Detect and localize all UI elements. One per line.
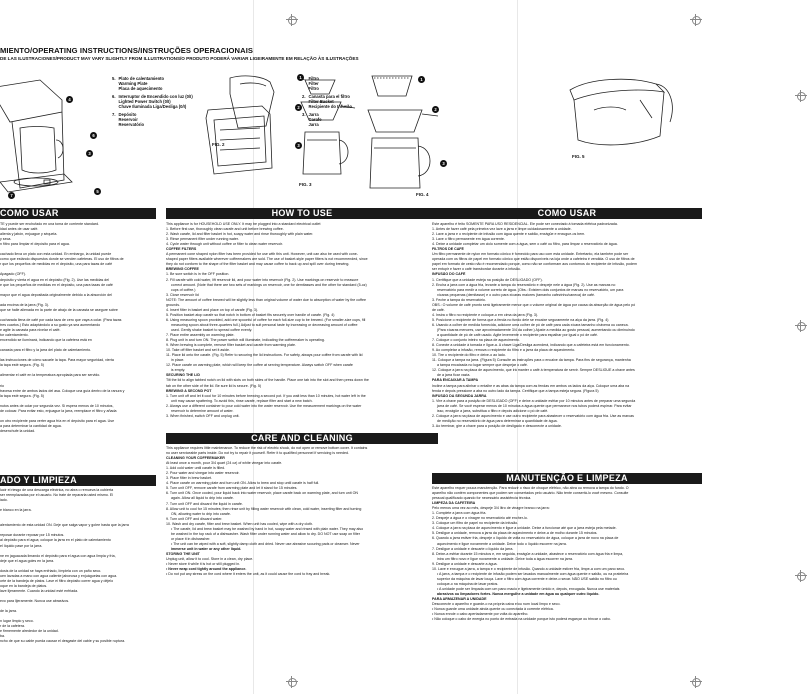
text-line: la tapa esté segura. (Fig. 5) — [0, 363, 44, 368]
text-line: 2. Lave a jarra e o recipiente de infusão com água quente e sabão, enxágüe e enxugue-os bem. — [432, 232, 586, 237]
text-line: abrasivos ou limpadores fortes. Nunca mergulhe a unidade em água ou qualquer outro líquido. — [437, 591, 600, 596]
text-line: used. Gently shake basket to spread coffee evenly. — [171, 327, 253, 332]
text-line: 8. Plug unit in and turn ON. The power switch will illuminate, indicating the coffeemaker is operating. — [166, 338, 325, 343]
callout-item-filter-basket — [302, 94, 352, 109]
text-line: TE y puede ser enchufado en una toma de corriente standard. — [0, 222, 100, 226]
text-line — [0, 353, 158, 357]
text-line: alentamiento de esta unidad ON. Deje que salga vapor y golee hasta que la jarra — [0, 523, 129, 528]
page-title: MIENTO/OPERATING INSTRUCTIONS/INSTRUÇÕES OPERACIONAIS — [0, 46, 254, 55]
text-line: • A unidade pode ser limpada com um pano macio e ligeiramente úmido e, depois, enxugada. Nunca use materiais — [437, 586, 620, 591]
text-line: orte de la bandeja de platos. Lave el filtro depósito correr agua y déjelo — [0, 578, 114, 583]
text-line: 4. Deixe a unidade completar um ciclo somente com a água, sem o café ou filtro, para limpar o reservatório de água. — [432, 242, 618, 247]
text-line: Este aparelho requer pouca manutenção. Para reduzir o risco de choque elétrico, não abra ou remova a tampa do fundo. O — [432, 486, 629, 490]
text-line: ada encima de la jarra (Fig. 3). — [0, 302, 49, 307]
callout-line: Canasta para el filtro — [308, 94, 350, 99]
text-line: 6. Turn unit ON. Once cooled, pour liquid back into water reservoir, place carafe back on warming plate, and turn unit ON — [166, 491, 358, 496]
text-line: • Do not put any stress on the cord where it enters the unit, as it could cause the cord to fray and break. — [166, 572, 331, 577]
text-line: mayor que el agua depositada originalmente debido a la absorción del — [0, 292, 112, 297]
text-line — [0, 549, 158, 553]
text-line: tres cuartos.) Ésto adaptándolo a su gusto ya sea aumentando — [0, 322, 101, 327]
page-subtitle: DE LAS ILUSTRACIONES/PRODUCT MAY VARY SLIGHTLY FROM ILLUSTRATIONS/O PRODUTO PODERÁ VARIAR LIGEIRAMENTE EM RELAÇÃO ÀS ILUSTRAÇÕES — [0, 56, 359, 61]
text-line: be washed in the top rack of a dishwasher. Wash filter under running water and allow to dry. DO NOT use soap on filter — [171, 531, 360, 536]
text-line: e blanco en la jarra. — [0, 508, 32, 513]
text-line: iado. — [0, 498, 8, 503]
text-line: 5. Desligue a unidade, remova a jarra da placa de aquecimento e deixe-a de molho durante 15 minutos. — [432, 531, 598, 536]
text-line — [0, 614, 158, 618]
text-line — [0, 343, 158, 347]
text-line: or place it in dishwasher. — [171, 536, 211, 541]
figure-5-securing-lid — [560, 70, 680, 200]
text-line: a tampa encaixada no lugar sempre que despejar o café. — [437, 363, 528, 368]
callout-line: Filtro — [308, 86, 319, 91]
subsection-heading: BREWING A SECOND POT — [166, 388, 212, 393]
text-line: 6. Using measuring spoon provided, add one spoonful of coffee for each full-size cup to be brewed. (For smaller-size cups, fill — [166, 317, 366, 322]
text-line: aparelho não contém componentes que podem ser consertados pelo usuário. Não tente consertá-lo você mesmo. Consulte — [432, 491, 629, 496]
text-line: evo para lijeramente. Nunca use abrasivos. — [0, 599, 70, 604]
fig-4-label: FIG. 4 — [416, 192, 429, 197]
text-line: dosis de la unidad se haya enfriado, límpiela con un paño seco. — [0, 568, 102, 573]
text-line: 9. Ao completar a infusão, remova o recipiente do filtro e a jarra da placa de aquecimento. — [432, 348, 576, 353]
text-line: 2. Pour water and vinegar into water reservoir. — [166, 471, 240, 476]
text-line: Tilt the lid to align tabbed notch on lid with slots on both sides of the handle. Place one tab into the slot and then press down the — [166, 378, 369, 383]
subsection-heading: FILTROS DE CAFÉ — [432, 247, 464, 252]
fig-2-label: FIG. 2 — [212, 142, 225, 147]
text-line — [0, 414, 158, 418]
text-line: 2. Wash carafe, lid and filter basket in hot, soapy water and rinse thoroughly with plain water. — [166, 232, 314, 237]
callout-line: Reservatório — [118, 122, 145, 127]
callout-number-3c: 3 — [440, 160, 447, 167]
text-line: aquecimento e ligue novamente a unidade. Deixe todo o líquido escorrer na jarra. — [437, 541, 567, 546]
text-line: 7. Turn unit OFF and discard the liquid in carafe. — [166, 501, 243, 506]
text-line: 4. Insert filter in basket and place on top of carafe (Fig. 3). — [166, 307, 259, 312]
text-line: 2. Fill carafe with cold water, lift reservoir lid, and pour water into reservoir (Fig. 2). Use markings on reservoir to measure — [166, 277, 359, 282]
text-line: • A jarra, a tampa e o recipiente de infusão podem ser lavados manualmente com água quente e sabão, ou na prateleira — [437, 571, 629, 576]
text-line: ON, allowing water to drip into carafe. — [171, 511, 231, 516]
text-line: 1. Turn unit off and let it cool for 10 minutes before brewing a second pot. If you wait less than 10 minutes, hot water left in the — [166, 393, 366, 398]
text-line: uen lavadas a mano con agua caliente jabonosa y enjuáguelas con agua. — [0, 573, 118, 578]
callout-group-b — [302, 76, 352, 127]
callout-line: Lighted Power Switch (0/I) — [118, 99, 171, 104]
text-line — [0, 288, 158, 292]
subsection-heading: LIMPEZA DA CAFETEIRA — [432, 501, 476, 506]
text-line — [0, 399, 158, 403]
text-line: 3. Rinse permanent filter under running water. — [166, 237, 239, 242]
crop-mark-bottom-right — [690, 676, 702, 688]
text-line: • Não coloque o cabo de energia no ponto de entrada na unidade porque isto poderá esgarçar ou trincar o cabo. — [432, 617, 611, 622]
text-line — [0, 267, 158, 271]
text-line: que se halle alienada en la parte de abajo de la canasta se asegure sobre — [0, 307, 118, 312]
text-line: in place. — [171, 358, 185, 363]
text-line: r que los pequeños de medidas en el depósito, una para tazas de café — [0, 262, 113, 267]
text-line — [0, 518, 158, 522]
text-line: 10. Wash and dry carafe, filter and brew basket. When unit has cooled, wipe with a dry cloth. — [166, 521, 314, 526]
spanish-care-cleaning-text — [0, 488, 158, 694]
callout-line: Filter Basket — [308, 99, 334, 104]
text-line: 9. When brewing is complete, remove filter basket and carafe from warming plate. — [166, 343, 297, 348]
text-line: reservatório para medir a volume correto de água. (Obs.: Existem dois conjuntos de marcas no reservatório, um para — [437, 287, 624, 292]
text-line: 1. Complete a jarra com água fria. — [432, 511, 487, 516]
text-line — [0, 594, 158, 598]
text-line: Este aparelho é feito SOMENTE PARA USO RESIDENCIAL. Ele pode ser conectado à tomada elétrica padronizada. — [432, 222, 618, 226]
text-line: 4. Insira o filtro no recipiente e coloque-o em cima da jarra (Fig. 3). — [432, 312, 539, 317]
text-line: rio — [0, 383, 4, 388]
text-line: 10. Lave e enxugue a jarra, a tampa e o recipiente de infusão. Quando a unidade estiver fria, limpe-a com um pano seco. — [432, 566, 626, 571]
text-line: inira um filtro novo e ligue novamente a unidade. Deixe toda a água escorrer na jarra. — [437, 556, 574, 561]
callout-index: 2. — [302, 94, 306, 99]
text-line: travesa entre de ambos lados del asa. Coloque una guía dentro de la ranura y — [0, 388, 125, 393]
text-line: y seca. — [0, 237, 12, 242]
text-line: 10. Take off filter basket and set it aside. — [166, 348, 230, 353]
text-line: no user serviceable parts inside. Do not try to repair it yourself. Refer it to qualified personnel if servicing is needed. — [166, 451, 349, 456]
callout-number-5: 5 — [94, 188, 101, 195]
text-line: operada com os filtros de papel em formato cônico que estão disponíveis na loja onde a cafeteira é vendida. O uso de filtros de — [432, 257, 635, 262]
text-line: Apagado (OFF). — [0, 272, 26, 277]
callout-index: 3. — [302, 112, 306, 117]
text-line: 2. Encha a jarra com a água fria, levante a tampa do reservatório e despeje nele a água (Fig. 2). Use as marcas no — [432, 282, 616, 287]
callout-line: Warming Plate — [118, 81, 148, 86]
text-line: e firmemente alrededor de la unidad. — [0, 629, 59, 634]
text-line: 1. Antes de fazer café pela primeira vez lave a jarra e limpe cuidadosamente a unidade. — [432, 227, 572, 232]
text-line: como que estándo dispuestos donde se venden cafeteras. El uso de filtros de — [0, 257, 124, 262]
text-line — [0, 528, 158, 532]
text-line: 2. Always use a different container to pour cold water into the water reservoir. Use the measurement markings on the water — [166, 403, 362, 408]
text-line: 9. Turn unit OFF and discard water. — [166, 516, 223, 521]
text-line: Pelo menos uma vez ao mês, despeje 3/4 litro de vinagre branco na jarra: — [432, 506, 550, 511]
crop-mark-right — [795, 320, 807, 332]
text-line: de medição no reservatório de água para determinar a quantidade de água. — [437, 418, 558, 423]
text-line — [0, 298, 158, 302]
callout-text — [309, 76, 319, 91]
callout-item-reservoir — [112, 112, 193, 127]
subsection-heading: INFUSÃO DA SEGUNDA JARRA — [432, 393, 487, 398]
section-header-how-to-use: HOW TO USE — [166, 208, 438, 219]
callout-text — [309, 112, 322, 127]
text-line: 3. Coloque um filtro de papel no recipiente da infusão. — [432, 521, 519, 526]
subsection-heading: INFUSÃO DO CAFÉ — [432, 272, 466, 277]
callout-line: Jarra — [308, 122, 319, 127]
text-line: (Para xícaras menores, use aproximadamente 3/4 da colher.) Ajuste a medida ao gosto pessoal, aumentando ou diminuindo — [437, 327, 635, 332]
text-line: 5. Posicione o recipiente de forma que a fenda no fundo dele se encaixe seguramente na alça da jarra. (Fig. 4) — [432, 317, 609, 322]
callout-text — [119, 112, 145, 127]
text-line: NOTE: The amount of coffee brewed will be slightly less than original volume of water due to absorption of water by the coffee — [166, 297, 366, 302]
text-line: cucharada llena de café por cada taza de cero que vaya a colar. (Para tazas — [0, 317, 122, 322]
text-line: shaped paper filters available wherever coffeemakers are sold. The use of basket-style paper filters is not recommended, since — [166, 257, 368, 262]
text-line: lucir el riesgo de una descarga eléctrica, no abra o remueva la cubierta — [0, 488, 114, 492]
text-line: de a jarra ficar vazia. — [437, 373, 471, 378]
callout-line: Chave Iluminada Liga/Desliga (0/I) — [118, 104, 187, 109]
text-line: on otro recipiente para verter agua fría en el depósito para el agua. Use — [0, 418, 115, 423]
callout-text — [309, 94, 353, 109]
text-line: de café. — [432, 307, 445, 312]
text-line: correct amount. (Note that there are two sets of markings on reservoir, one for demitasses and the other for standard (5-oz) — [171, 282, 367, 287]
text-line: 5. Turn unit OFF, remove carafe from warming plate and let it stand for 15 minutes. — [166, 486, 298, 491]
text-line: coloque-o na máquina de lavar pratos. — [437, 581, 499, 586]
text-line: e que los pequeños de medidas en el depósito, una para tazas de café — [0, 282, 113, 287]
text-line: 1. Before first use, thoroughly clean carafe and unit before brewing coffee. — [166, 227, 284, 232]
text-line — [0, 564, 158, 568]
text-line: Incline a tampa para alinhar o entalhe e as abas da tampa com as fendas em ambos os lados da alça. Coloque uma aba na — [432, 383, 630, 388]
text-line: • Never wrap cord tightly around the appliance. — [166, 567, 247, 572]
text-line: 1. Vire a chave para a posição de DESLIGADO (OFF) e deixe a unidade esfriar por 10 minutos antes de preparar uma segunda — [432, 398, 636, 403]
text-line: n lugar limpio y seco. — [0, 619, 34, 624]
text-line — [0, 604, 158, 608]
callout-line: Jarra — [308, 112, 319, 117]
text-line: oque en la bandeja de platos. — [0, 583, 48, 588]
crop-mark-bottom — [286, 676, 298, 688]
callout-number-1: 1 — [297, 74, 304, 81]
callout-line: Depósito — [118, 112, 137, 117]
text-line: 3. Close reservoir lid — [166, 292, 199, 297]
crop-mark-right-lower — [795, 570, 807, 582]
text-line: nutos antes de colar por segunda vez. Si espera menos de 10 minutos, — [0, 403, 114, 408]
text-line: This appliance requires little maintenance. To reduce the risk of electric shock, do not open or remove bottom cover. It contains — [166, 446, 368, 450]
text-line: pessoal qualificado quando for necessário assistência técnica. — [432, 496, 532, 501]
text-line: de la jarra. — [0, 609, 17, 614]
text-line: depósito y vierta el agua en el depósito (Fig. 2). Use las medidas del — [0, 277, 110, 282]
text-line: OBS.: O volume de café pronto será ligeiramente menor que o volume original de água por causa da absorção de água pelo pó — [432, 302, 636, 307]
text-line: alienta y jabón, enjuague y séquela. — [0, 232, 58, 237]
text-line: cachado lleva un plato con esta unidad. En embargo, la unidad puede — [0, 252, 112, 257]
text-line: xícaras pequenas (demitasse) e o outro para xícaras maiores (tamanho cafezinho/caneca) de café. — [437, 292, 596, 297]
text-line: • Nunca enrole o cabo apertadamente por volta do aparelho. — [432, 612, 529, 617]
callout-number-6: 6 — [90, 132, 97, 139]
crop-mark-top-right — [690, 14, 702, 26]
reservoir-fill-illustration — [200, 70, 288, 180]
text-line: al depósito para el agua; coloque la jarra en el plato de calentamiento — [0, 538, 111, 543]
text-line: 3. Ao terminar, gire a chave para a posição de desligado e desconecte a unidade. — [432, 423, 562, 428]
text-line: 2. Coloque a jarra na placa de aquecimento e use outro recipiente para abastecer o reservatório com água fria. Use as marcas — [432, 413, 634, 418]
portuguese-care-cleaning-text — [432, 486, 694, 676]
text-line: 2. Despeje a água e o vinagre no reservatório até encher-lo. — [432, 516, 528, 521]
text-line: reservoir to determine amount of water. — [171, 408, 234, 413]
text-line: 3. Lave o filtro permanente em água corrente. — [432, 237, 505, 242]
text-line: This appliance is for HOUSEHOLD USE ONLY. It may be plugged into a standard electrical outlet — [166, 222, 321, 226]
text-line: • The carafe, lid and brew basket may be washed by hand in hot, soapy water and rinsed with plain water. They may also — [171, 526, 364, 531]
text-line: el líquido pase por la jarra. — [0, 543, 43, 548]
text-line: a quantidade de pó de café usado. Agite levemente o recipiente para espalhar por igual o pó de café. — [437, 333, 599, 338]
section-header-como-usar-pt: COMO USAR — [432, 208, 702, 219]
callout-group-a — [112, 76, 193, 127]
text-line: 12. Coloque a jarra na placa de aquecimento, que irá manter o café à temperatura de servir. Sempre DESLIGUE a chave antes — [432, 368, 635, 373]
text-line: encendido se iluminará, indicando que la cafetera está en — [0, 338, 92, 343]
callout-number-1c: 1 — [418, 76, 425, 83]
subsection-heading: CLEANING YOUR COFFEEMAKER — [166, 456, 225, 461]
callout-text — [119, 94, 193, 109]
text-line: 7. Desligue a unidade e descarte o líquido da jarra. — [432, 546, 514, 551]
text-line: 4. Cycle water through unit without coffee or filter to clean water reservoir. — [166, 242, 283, 247]
text-line: 3. Feche a tampa do reservatório. — [432, 297, 486, 302]
callout-text — [119, 76, 165, 91]
text-line — [0, 313, 158, 317]
portuguese-how-to-use-text — [432, 222, 694, 470]
text-line: fenda e depois pressione a aba no outro lado da tampa. Certifique que a tampa esteja segura. (Figura 5) — [432, 388, 599, 393]
text-line: deje que el agua goles en la jarra. — [0, 558, 55, 563]
text-line: idad antes de usar café. — [0, 227, 39, 232]
text-line: 3. When finished, switch OFF and unplug unit. — [166, 413, 240, 418]
text-line: 4. Place carafe on warming plate and turn unit ON. Allow to brew and stop until carafe is half full. — [166, 481, 320, 486]
text-line: ser reemplazadas por el usuario. No trate de repararla usted mismo. El — [0, 493, 114, 498]
subsection-heading: BREWING COFFEE — [166, 267, 199, 272]
text-line — [0, 513, 158, 517]
text-line: ne en jaguacada limando el depósito para el agua con agua limpia y fría, — [0, 553, 116, 558]
callout-line: Filtro — [308, 76, 319, 81]
callout-number-3: 3 — [86, 150, 93, 157]
text-line: a para determinar la cantidad de agua. — [0, 423, 62, 428]
text-line — [0, 368, 158, 372]
figure-4-basket-on-carafe — [360, 70, 450, 200]
callout-item-carafe — [302, 112, 352, 127]
text-line: isso, enxágüe a jarra, substitua o filtro e depois adicione o pó de café. — [437, 408, 549, 413]
text-line: cups of coffee.) — [171, 287, 196, 292]
text-line: n filtro para limpiar el depósito para el agua. — [0, 242, 70, 247]
fig-5-label: FIG. 5 — [572, 154, 585, 159]
text-line: • Never store it while it is hot or still plugged in. — [166, 562, 241, 567]
text-line: 8. Deixe-a esfriar durante 15 minutos e, em seguida, enxágüe a unidade, abastece o reservatório com água fria e limpa, — [432, 551, 624, 556]
text-line: 1. Be sure switch is in the OFF position. — [166, 272, 230, 277]
callout-item-power-switch — [112, 94, 193, 109]
text-line: reposar durante reposar por 15 minutos. — [0, 533, 65, 538]
text-line: 9. Desligue a unidade e descarte a água. — [432, 561, 498, 566]
text-line: 7. Coloque o conjunto inteiro na placa de aquecimento. — [432, 338, 520, 343]
text-line: Um filtro permanente de nylon em formato cônico é fornecido para uso com esta unidade. Entretanto, ela também pode ser — [432, 252, 629, 257]
text-line: immerse unit in water or any other liquid. — [171, 546, 242, 551]
basket-carafe-illustration — [360, 70, 450, 200]
callout-line: Carafe — [308, 117, 322, 122]
crop-mark-top — [286, 14, 298, 26]
text-line: 12. Place carafe on warming plate, which will keep the coffee at serving temperature. Always switch OFF when carafe — [166, 363, 353, 368]
text-line: 11. Coloque a tampa na jarra. (Figura 5) Consulte as instruções para o encaixe da tampa. Para fins de segurança, mantenha — [432, 358, 631, 363]
subsection-heading: STORING THE UNIT — [166, 551, 200, 556]
text-line: ba. — [0, 634, 5, 639]
text-line: 1. Certifique que a unidade esteja na posição de DESLIGADO (OFF). — [432, 277, 543, 282]
section-header-manutencao-e-limpeza: MANUTENÇÃO E LIMPEZA — [432, 473, 702, 484]
text-line: 6. Usando a colher de medida fornecida, adicione uma colher de pó de café para cada xícara tamanho chávena ou caneca. — [432, 322, 629, 327]
text-line: la tapa esté segura. (Fig. 5) — [0, 393, 44, 398]
text-line: papel em formato de cesto não é recomendado porque, como não se conformam aos contornos do recipiente de infusão, podem — [432, 262, 637, 267]
text-line: 3. Place filter in brew basket. — [166, 476, 212, 481]
text-line: unit may cause spattering. To avoid this, rinse carafe, replace filter and start a new batch. — [171, 398, 313, 403]
text-line: tab on the other side of the lid. Be sure lid is secure. (Fig. 5) — [166, 383, 262, 388]
text-line: • Nunca guarde uma unidade ainda quente ou conectada à corrente elétrica. — [432, 607, 554, 612]
text-line — [0, 378, 158, 382]
text-line: Unplug unit, allow it to cool. Store in a clean, dry place. — [166, 557, 254, 562]
english-care-cleaning-text — [166, 446, 428, 596]
callout-line: Interruptor de Encendido con luz (0/I) — [118, 94, 193, 99]
spanish-how-to-use-text — [0, 222, 158, 472]
text-line: grounds. — [166, 302, 180, 307]
subsection-heading: PARA ARMAZENAR A UNIDADE — [432, 597, 487, 602]
section-header-como-usar-es: COMO USAR — [0, 208, 156, 219]
callout-index: 1. — [302, 76, 306, 81]
callout-number-7: 7 — [8, 192, 15, 199]
fig-3-label: FIG. 3 — [299, 182, 312, 187]
text-line: ser entupir e fazer o café transbordar durante a infusão. — [432, 267, 521, 272]
text-line: tor calentamiento. — [0, 333, 29, 338]
text-line: again. Allow all liquid to drip into carafe. — [171, 496, 234, 501]
callout-line: Plato de calentamiento — [118, 76, 165, 81]
subsection-heading: COFFEE FILTERS — [166, 247, 197, 252]
text-line: superior da máquina de lavar louça. Lave o filtro com água corrente e deixe-o secar. NÃO USE sabão no filtro ou — [437, 576, 617, 581]
text-line — [0, 503, 158, 507]
text-line: ncho de que su cable pueda causar el desgaste del cable y su posible ruptura. — [0, 639, 126, 644]
callout-line: Filter — [308, 81, 319, 86]
text-line: 8. Allow unit to cool for 15 minutes; then rinse unit by filling water reservoir with clean, cold water, inserting filter and turning — [166, 506, 362, 511]
callout-item-warming-plate — [112, 76, 193, 91]
text-line: jarra de café. Se você esperar menos de 10 minutos a água quente que permanece nos tubos poderá espirrar. Para evitar — [437, 403, 632, 408]
text-line: At least once a month, pour 3/4 quart (24 oz) of white vinegar into carafe. — [166, 461, 283, 466]
text-line: alimentar el café en la temperatura apropiada para ser servido. — [0, 373, 101, 378]
figure-1-coffeemaker — [0, 70, 110, 200]
callout-index: 5. — [112, 76, 116, 81]
text-line: canasta para el filtro y la jarra del plato de calentamiento. — [0, 348, 92, 353]
text-line: 1. Add cold water until carafe is filled. — [166, 466, 226, 471]
callout-index: 6. — [112, 94, 116, 99]
callout-number-4: 4 — [66, 96, 73, 103]
text-line — [0, 247, 158, 251]
subsection-heading: SECURING THE LID — [166, 373, 200, 378]
text-line: desenchufe la unidad. — [0, 428, 36, 433]
text-line: lave lijeramente. Cuando la unidad esté enfriada. — [0, 588, 79, 593]
text-line: 6. Quando a jarra estiver fria, despeje o líquido de volta no reservatório de água, coloque a jarra de novo na placa de — [432, 536, 619, 541]
text-line: de colocar. Para evitar esto, enjuague la jarra, reemplace el filtro y añada — [0, 408, 117, 413]
text-line: 5. Position basket atop carafe so that notch in bottom of basket fits securely over handle of carafe. (Fig. 4) — [166, 312, 335, 317]
text-line: 4. Coloque a jarra na placa de aquecimento e ligue a unidade. Deixe a funcionar até que a jarra esteja pela metade. — [432, 526, 617, 531]
subsection-heading: PARA ENCAIXAR A TAMPA — [432, 378, 479, 383]
callout-line: Recipiente do Infusão — [308, 104, 353, 109]
text-line: e agite la canasta para nivelar el café. — [0, 327, 61, 332]
text-line: is empty. — [171, 368, 186, 373]
figure-2-fill-reservoir — [200, 70, 288, 200]
text-line: 8. Conecte a unidade à tomada e ligue-a. A chave Liga/Desliga acenderá, indicando que a cafeteira está em funcionamento. — [432, 343, 630, 348]
text-line: measuring spoon about three-quarters full.) Adjust to suit personal taste by increasing or decreasing amount of coffee — [171, 322, 358, 327]
callout-item-filter — [302, 76, 352, 91]
text-line: 7. Place entire assembly on warming plate. — [166, 333, 235, 338]
section-header-cuidado-y-limpieza: ADO Y LIMPIEZA — [0, 475, 156, 486]
text-line: • The unit can be wiped with a soft, slightly damp cloth and dried. Never use abrasive scouring pads or cleanser. Never — [171, 541, 360, 546]
callout-index: 7. — [112, 112, 116, 117]
callout-number-2c: 2 — [432, 106, 439, 113]
section-header-care-and-cleaning: CARE AND CLEANING — [166, 433, 438, 444]
english-how-to-use-text — [166, 222, 428, 430]
callout-number-2: 2 — [295, 104, 302, 111]
callout-line: Reservoir — [118, 117, 138, 122]
text-line: r de la cafetera. — [0, 624, 25, 629]
text-line: A permanent cone shaped nylon filter has been provided for use with this unit. However, unit can also be used with cone- — [166, 252, 358, 257]
text-line: las instrucciones de cómo sacarle la tapa. Para mayor seguridad, vierta — [0, 358, 114, 363]
crop-mark-right-upper — [795, 90, 807, 102]
text-line: Desconecte o aparelho e guarde-o na própria caixa e/ou num local limpo e seco. — [432, 602, 561, 607]
callout-line: Placa de aquecimento — [118, 86, 163, 91]
text-line: 10. Tire o recipiente do filtro e deixe-o ao lado. — [432, 353, 506, 358]
text-line: they do not conform to the shape of the filter basket and may cause coffee to back up and spill over during brewing. — [166, 262, 350, 267]
text-line: 11. Place lid onto the carafe. (Fig. 5) Refer to securing the lid instructions. For safety, always pour coffee from carafe with lid — [166, 353, 363, 358]
callout-number-3b: 3 — [295, 142, 302, 149]
